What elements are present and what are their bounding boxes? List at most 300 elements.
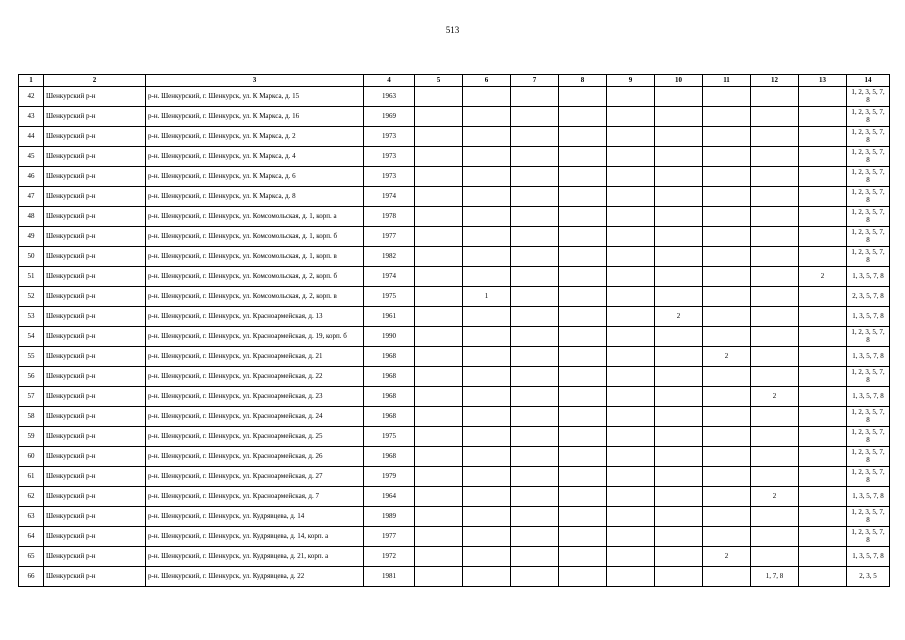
- col-13-cell: 2: [799, 267, 847, 287]
- district-cell: Шенкурский р-н: [44, 387, 146, 407]
- col-5-cell: [415, 267, 463, 287]
- col-7-cell: [511, 167, 559, 187]
- column-header: 10: [655, 75, 703, 87]
- col-5-cell: [415, 227, 463, 247]
- col-8-cell: [559, 227, 607, 247]
- row-number-cell: 42: [19, 87, 44, 107]
- col-7-cell: [511, 387, 559, 407]
- col-9-cell: [607, 287, 655, 307]
- col-7-cell: [511, 287, 559, 307]
- col-13-cell: [799, 107, 847, 127]
- address-cell: р-н. Шенкурский, г. Шенкурск, ул. Комсомольская, д. 2, корп. б: [146, 267, 364, 287]
- year-cell: 1975: [364, 427, 415, 447]
- col-8-cell: [559, 487, 607, 507]
- col-8-cell: [559, 447, 607, 467]
- col-9-cell: [607, 527, 655, 547]
- col-5-cell: [415, 347, 463, 367]
- col-10-cell: [655, 487, 703, 507]
- col-14-cell: 2, 3, 5, 7, 8: [847, 287, 890, 307]
- col-9-cell: [607, 407, 655, 427]
- col-11-cell: [703, 227, 751, 247]
- col-5-cell: [415, 307, 463, 327]
- year-cell: 1990: [364, 327, 415, 347]
- col-6-cell: [463, 367, 511, 387]
- col-9-cell: [607, 567, 655, 587]
- col-11-cell: [703, 447, 751, 467]
- col-14-cell: 1, 2, 3, 5, 7, 8: [847, 327, 890, 347]
- col-13-cell: [799, 87, 847, 107]
- col-10-cell: [655, 567, 703, 587]
- col-7-cell: [511, 507, 559, 527]
- table-row: [19, 107, 890, 127]
- col-9-cell: [607, 467, 655, 487]
- col-12-cell: [751, 527, 799, 547]
- column-header: 3: [146, 75, 364, 87]
- row-number-cell: 55: [19, 347, 44, 367]
- address-cell: р-н. Шенкурский, г. Шенкурск, ул. Кудрявцева, д. 21, корп. а: [146, 547, 364, 567]
- col-12-cell: [751, 247, 799, 267]
- col-11-cell: [703, 487, 751, 507]
- col-12-cell: [751, 187, 799, 207]
- col-11-cell: [703, 367, 751, 387]
- col-7-cell: [511, 207, 559, 227]
- col-8-cell: [559, 347, 607, 367]
- col-13-cell: [799, 507, 847, 527]
- district-cell: Шенкурский р-н: [44, 327, 146, 347]
- col-14-cell: 1, 2, 3, 5, 7, 8: [847, 247, 890, 267]
- col-13-cell: [799, 367, 847, 387]
- housing-registry-table: [18, 74, 890, 587]
- district-cell: Шенкурский р-н: [44, 567, 146, 587]
- table-row: [19, 247, 890, 267]
- col-9-cell: [607, 187, 655, 207]
- col-11-cell: [703, 287, 751, 307]
- col-11-cell: [703, 167, 751, 187]
- col-7-cell: [511, 367, 559, 387]
- col-9-cell: [607, 227, 655, 247]
- column-header: 5: [415, 75, 463, 87]
- year-cell: 1981: [364, 567, 415, 587]
- row-number-cell: 50: [19, 247, 44, 267]
- address-cell: р-н. Шенкурский, г. Шенкурск, ул. Красноармейская, д. 19, корп. б: [146, 327, 364, 347]
- col-12-cell: [751, 207, 799, 227]
- address-cell: р-н. Шенкурский, г. Шенкурск, ул. Красноармейская, д. 22: [146, 367, 364, 387]
- table-row: [19, 487, 890, 507]
- row-number-cell: 65: [19, 547, 44, 567]
- col-7-cell: [511, 127, 559, 147]
- col-10-cell: [655, 427, 703, 447]
- col-8-cell: [559, 167, 607, 187]
- col-7-cell: [511, 487, 559, 507]
- row-number-cell: 56: [19, 367, 44, 387]
- row-number-cell: 49: [19, 227, 44, 247]
- col-14-cell: 1, 3, 5, 7, 8: [847, 487, 890, 507]
- col-13-cell: [799, 567, 847, 587]
- col-8-cell: [559, 387, 607, 407]
- table-row: [19, 387, 890, 407]
- col-6-cell: [463, 487, 511, 507]
- row-number-cell: 58: [19, 407, 44, 427]
- district-cell: Шенкурский р-н: [44, 207, 146, 227]
- column-header: 9: [607, 75, 655, 87]
- col-9-cell: [607, 207, 655, 227]
- col-14-cell: 1, 2, 3, 5, 7, 8: [847, 467, 890, 487]
- row-number-cell: 60: [19, 447, 44, 467]
- col-9-cell: [607, 307, 655, 327]
- col-7-cell: [511, 87, 559, 107]
- year-cell: 1989: [364, 507, 415, 527]
- col-11-cell: 2: [703, 347, 751, 367]
- table-row: [19, 287, 890, 307]
- col-7-cell: [511, 527, 559, 547]
- address-cell: р-н. Шенкурский, г. Шенкурск, ул. К Маркса, д. 2: [146, 127, 364, 147]
- col-13-cell: [799, 287, 847, 307]
- col-6-cell: [463, 187, 511, 207]
- col-7-cell: [511, 447, 559, 467]
- col-12-cell: [751, 427, 799, 447]
- col-11-cell: [703, 427, 751, 447]
- col-7-cell: [511, 427, 559, 447]
- column-header: 4: [364, 75, 415, 87]
- col-9-cell: [607, 327, 655, 347]
- col-6-cell: [463, 507, 511, 527]
- district-cell: Шенкурский р-н: [44, 167, 146, 187]
- col-10-cell: [655, 247, 703, 267]
- col-14-cell: 2, 3, 5: [847, 567, 890, 587]
- col-9-cell: [607, 107, 655, 127]
- col-10-cell: [655, 367, 703, 387]
- district-cell: Шенкурский р-н: [44, 107, 146, 127]
- col-6-cell: [463, 387, 511, 407]
- district-cell: Шенкурский р-н: [44, 447, 146, 467]
- year-cell: 1969: [364, 107, 415, 127]
- col-14-cell: 1, 3, 5, 7, 8: [847, 387, 890, 407]
- address-cell: р-н. Шенкурский, г. Шенкурск, ул. Кудрявцева, д. 22: [146, 567, 364, 587]
- col-6-cell: [463, 87, 511, 107]
- col-13-cell: [799, 387, 847, 407]
- col-6-cell: [463, 307, 511, 327]
- col-10-cell: [655, 347, 703, 367]
- col-9-cell: [607, 127, 655, 147]
- address-cell: р-н. Шенкурский, г. Шенкурск, ул. Красноармейская, д. 7: [146, 487, 364, 507]
- col-12-cell: [751, 107, 799, 127]
- year-cell: 1968: [364, 387, 415, 407]
- col-12-cell: [751, 227, 799, 247]
- column-header: 7: [511, 75, 559, 87]
- year-cell: 1968: [364, 347, 415, 367]
- col-14-cell: 1, 2, 3, 5, 7, 8: [847, 447, 890, 467]
- address-cell: р-н. Шенкурский, г. Шенкурск, ул. К Маркса, д. 15: [146, 87, 364, 107]
- col-14-cell: 1, 3, 5, 7, 8: [847, 347, 890, 367]
- table-row: [19, 447, 890, 467]
- col-13-cell: [799, 207, 847, 227]
- col-13-cell: [799, 167, 847, 187]
- table-row: [19, 87, 890, 107]
- col-11-cell: [703, 327, 751, 347]
- col-6-cell: [463, 327, 511, 347]
- col-5-cell: [415, 287, 463, 307]
- col-10-cell: [655, 267, 703, 287]
- col-6-cell: [463, 467, 511, 487]
- col-6-cell: [463, 247, 511, 267]
- col-8-cell: [559, 567, 607, 587]
- year-cell: 1973: [364, 147, 415, 167]
- col-6-cell: [463, 447, 511, 467]
- col-12-cell: [751, 267, 799, 287]
- district-cell: Шенкурский р-н: [44, 547, 146, 567]
- col-13-cell: [799, 227, 847, 247]
- col-5-cell: [415, 467, 463, 487]
- col-12-cell: [751, 367, 799, 387]
- col-12-cell: 1, 7, 8: [751, 567, 799, 587]
- col-8-cell: [559, 547, 607, 567]
- col-5-cell: [415, 567, 463, 587]
- col-10-cell: 2: [655, 307, 703, 327]
- district-cell: Шенкурский р-н: [44, 247, 146, 267]
- col-12-cell: [751, 327, 799, 347]
- col-7-cell: [511, 467, 559, 487]
- col-6-cell: [463, 527, 511, 547]
- row-number-cell: 63: [19, 507, 44, 527]
- row-number-cell: 62: [19, 487, 44, 507]
- address-cell: р-н. Шенкурский, г. Шенкурск, ул. Красноармейская, д. 25: [146, 427, 364, 447]
- col-14-cell: 1, 2, 3, 5, 7, 8: [847, 527, 890, 547]
- col-14-cell: 1, 2, 3, 5, 7, 8: [847, 147, 890, 167]
- col-11-cell: [703, 527, 751, 547]
- col-14-cell: 1, 2, 3, 5, 7, 8: [847, 367, 890, 387]
- column-header: 14: [847, 75, 890, 87]
- table-row: [19, 527, 890, 547]
- col-12-cell: [751, 127, 799, 147]
- address-cell: р-н. Шенкурский, г. Шенкурск, ул. К Маркса, д. 8: [146, 187, 364, 207]
- table-row: [19, 307, 890, 327]
- address-cell: р-н. Шенкурский, г. Шенкурск, ул. К Маркса, д. 4: [146, 147, 364, 167]
- col-12-cell: [751, 547, 799, 567]
- table-row: [19, 267, 890, 287]
- row-number-cell: 66: [19, 567, 44, 587]
- col-11-cell: [703, 567, 751, 587]
- row-number-cell: 53: [19, 307, 44, 327]
- col-12-cell: 2: [751, 487, 799, 507]
- col-5-cell: [415, 127, 463, 147]
- year-cell: 1977: [364, 227, 415, 247]
- col-8-cell: [559, 247, 607, 267]
- col-9-cell: [607, 147, 655, 167]
- col-8-cell: [559, 327, 607, 347]
- col-5-cell: [415, 167, 463, 187]
- col-5-cell: [415, 327, 463, 347]
- col-8-cell: [559, 127, 607, 147]
- address-cell: р-н. Шенкурский, г. Шенкурск, ул. Кудрявцева, д. 14, корп. а: [146, 527, 364, 547]
- col-12-cell: [751, 167, 799, 187]
- col-5-cell: [415, 447, 463, 467]
- col-7-cell: [511, 267, 559, 287]
- year-cell: 1963: [364, 87, 415, 107]
- col-11-cell: [703, 267, 751, 287]
- row-number-cell: 59: [19, 427, 44, 447]
- col-6-cell: [463, 127, 511, 147]
- row-number-cell: 52: [19, 287, 44, 307]
- col-6-cell: [463, 347, 511, 367]
- year-cell: 1973: [364, 127, 415, 147]
- column-header: 12: [751, 75, 799, 87]
- col-11-cell: [703, 507, 751, 527]
- address-cell: р-н. Шенкурский, г. Шенкурск, ул. Красноармейская, д. 24: [146, 407, 364, 427]
- row-number-cell: 51: [19, 267, 44, 287]
- col-10-cell: [655, 527, 703, 547]
- address-cell: р-н. Шенкурский, г. Шенкурск, ул. Красноармейская, д. 26: [146, 447, 364, 467]
- district-cell: Шенкурский р-н: [44, 527, 146, 547]
- col-11-cell: 2: [703, 547, 751, 567]
- address-cell: р-н. Шенкурский, г. Шенкурск, ул. Кудрявцева, д. 14: [146, 507, 364, 527]
- year-cell: 1968: [364, 447, 415, 467]
- col-8-cell: [559, 107, 607, 127]
- col-5-cell: [415, 507, 463, 527]
- col-8-cell: [559, 367, 607, 387]
- col-10-cell: [655, 547, 703, 567]
- address-cell: р-н. Шенкурский, г. Шенкурск, ул. Красноармейская, д. 13: [146, 307, 364, 327]
- district-cell: Шенкурский р-н: [44, 227, 146, 247]
- address-cell: р-н. Шенкурский, г. Шенкурск, ул. Комсомольская, д. 1, корп. а: [146, 207, 364, 227]
- col-14-cell: 1, 2, 3, 5, 7, 8: [847, 227, 890, 247]
- col-10-cell: [655, 187, 703, 207]
- col-10-cell: [655, 387, 703, 407]
- address-cell: р-н. Шенкурский, г. Шенкурск, ул. К Маркса, д. 16: [146, 107, 364, 127]
- col-8-cell: [559, 427, 607, 447]
- row-number-cell: 57: [19, 387, 44, 407]
- column-header: 11: [703, 75, 751, 87]
- row-number-cell: 61: [19, 467, 44, 487]
- col-13-cell: [799, 527, 847, 547]
- table-row: [19, 187, 890, 207]
- col-13-cell: [799, 447, 847, 467]
- col-9-cell: [607, 427, 655, 447]
- year-cell: 1964: [364, 487, 415, 507]
- col-12-cell: [751, 467, 799, 487]
- column-header: 13: [799, 75, 847, 87]
- table-row: [19, 467, 890, 487]
- table-header: [19, 75, 890, 87]
- col-14-cell: 1, 2, 3, 5, 7, 8: [847, 507, 890, 527]
- col-8-cell: [559, 87, 607, 107]
- col-11-cell: [703, 207, 751, 227]
- col-14-cell: 1, 3, 5, 7, 8: [847, 307, 890, 327]
- table-row: [19, 427, 890, 447]
- col-14-cell: 1, 2, 3, 5, 7, 8: [847, 427, 890, 447]
- col-11-cell: [703, 247, 751, 267]
- col-11-cell: [703, 107, 751, 127]
- col-10-cell: [655, 447, 703, 467]
- col-13-cell: [799, 147, 847, 167]
- col-9-cell: [607, 267, 655, 287]
- table-body: [19, 87, 890, 587]
- year-cell: 1977: [364, 527, 415, 547]
- col-7-cell: [511, 547, 559, 567]
- year-cell: 1968: [364, 367, 415, 387]
- address-cell: р-н. Шенкурский, г. Шенкурск, ул. Комсомольская, д. 2, корп. в: [146, 287, 364, 307]
- year-cell: 1974: [364, 267, 415, 287]
- col-7-cell: [511, 347, 559, 367]
- col-7-cell: [511, 327, 559, 347]
- row-number-cell: 47: [19, 187, 44, 207]
- col-6-cell: [463, 267, 511, 287]
- col-10-cell: [655, 507, 703, 527]
- col-13-cell: [799, 247, 847, 267]
- district-cell: Шенкурский р-н: [44, 307, 146, 327]
- col-7-cell: [511, 567, 559, 587]
- col-7-cell: [511, 307, 559, 327]
- col-10-cell: [655, 107, 703, 127]
- col-5-cell: [415, 407, 463, 427]
- col-9-cell: [607, 167, 655, 187]
- col-5-cell: [415, 207, 463, 227]
- address-cell: р-н. Шенкурский, г. Шенкурск, ул. Красноармейская, д. 23: [146, 387, 364, 407]
- col-6-cell: [463, 427, 511, 447]
- col-14-cell: 1, 2, 3, 5, 7, 8: [847, 127, 890, 147]
- col-13-cell: [799, 187, 847, 207]
- column-header: 6: [463, 75, 511, 87]
- col-12-cell: [751, 87, 799, 107]
- district-cell: Шенкурский р-н: [44, 187, 146, 207]
- col-8-cell: [559, 287, 607, 307]
- row-number-cell: 44: [19, 127, 44, 147]
- col-6-cell: [463, 147, 511, 167]
- row-number-cell: 48: [19, 207, 44, 227]
- district-cell: Шенкурский р-н: [44, 487, 146, 507]
- col-5-cell: [415, 487, 463, 507]
- district-cell: Шенкурский р-н: [44, 147, 146, 167]
- col-8-cell: [559, 267, 607, 287]
- col-14-cell: 1, 2, 3, 5, 7, 8: [847, 167, 890, 187]
- year-cell: 1972: [364, 547, 415, 567]
- district-cell: Шенкурский р-н: [44, 127, 146, 147]
- year-cell: 1975: [364, 287, 415, 307]
- col-14-cell: 1, 2, 3, 5, 7, 8: [847, 87, 890, 107]
- year-cell: 1973: [364, 167, 415, 187]
- col-13-cell: [799, 467, 847, 487]
- col-11-cell: [703, 307, 751, 327]
- col-12-cell: [751, 347, 799, 367]
- col-11-cell: [703, 467, 751, 487]
- col-9-cell: [607, 87, 655, 107]
- col-11-cell: [703, 127, 751, 147]
- col-5-cell: [415, 547, 463, 567]
- district-cell: Шенкурский р-н: [44, 87, 146, 107]
- row-number-cell: 43: [19, 107, 44, 127]
- table-row: [19, 367, 890, 387]
- col-8-cell: [559, 307, 607, 327]
- col-14-cell: 1, 3, 5, 7, 8: [847, 547, 890, 567]
- col-7-cell: [511, 147, 559, 167]
- table-row: [19, 207, 890, 227]
- col-11-cell: [703, 187, 751, 207]
- col-7-cell: [511, 187, 559, 207]
- col-10-cell: [655, 127, 703, 147]
- col-12-cell: [751, 147, 799, 167]
- address-cell: р-н. Шенкурский, г. Шенкурск, ул. К Маркса, д. 6: [146, 167, 364, 187]
- column-header: 1: [19, 75, 44, 87]
- col-6-cell: [463, 207, 511, 227]
- col-8-cell: [559, 187, 607, 207]
- col-10-cell: [655, 207, 703, 227]
- district-cell: Шенкурский р-н: [44, 267, 146, 287]
- col-13-cell: [799, 127, 847, 147]
- year-cell: 1982: [364, 247, 415, 267]
- row-number-cell: 45: [19, 147, 44, 167]
- column-header: 2: [44, 75, 146, 87]
- col-14-cell: 1, 2, 3, 5, 7, 8: [847, 207, 890, 227]
- col-5-cell: [415, 527, 463, 547]
